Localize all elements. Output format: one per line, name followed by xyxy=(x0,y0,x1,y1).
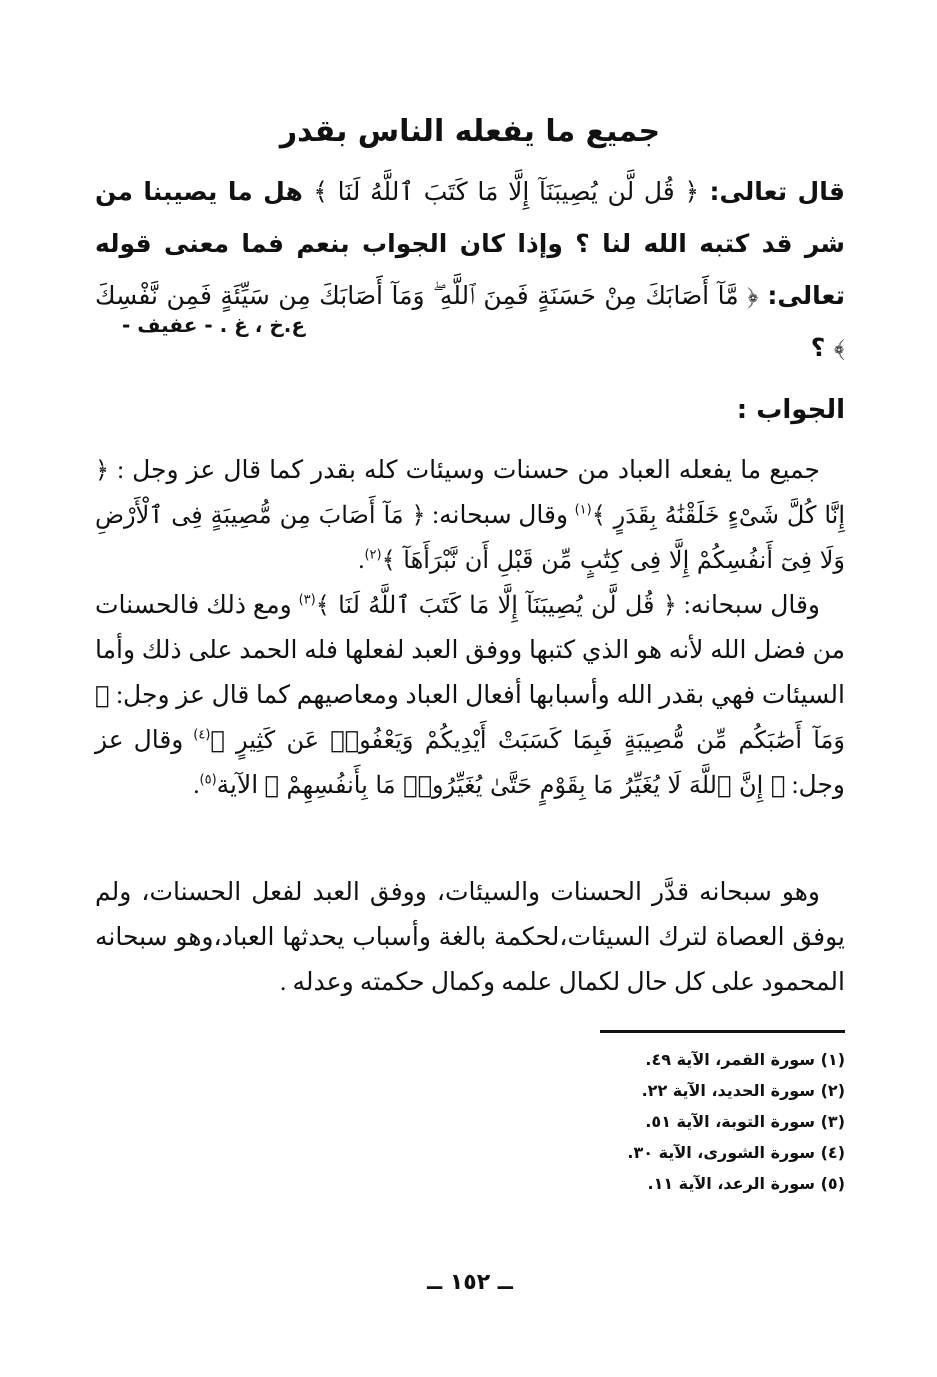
questioner-signature: ع.خ ، غ . - عفيف - xyxy=(122,313,305,337)
quran-verse: ﴿ وَمَآ أَصَٰبَكُم مِّن مُّصِيبَةٍ فَبِمَا كَسَبَتْ أَيْدِيكُمْ وَيَعْفُوا۟ عَن كَثِيرٍ ﴾ xyxy=(95,681,846,754)
footnote-ref-2[interactable]: (٢) xyxy=(364,547,382,563)
page-number: ــ ١٥٢ ــ xyxy=(427,1270,513,1295)
answer-text: الآية xyxy=(216,772,259,799)
footnote-ref-5[interactable]: (٥) xyxy=(199,772,217,788)
footnote-item: (١) سورة القمر، الآية ٤٩. xyxy=(645,1050,845,1069)
answer-paragraph-1 xyxy=(95,448,845,583)
answer-body xyxy=(95,448,845,808)
quran-verse: ﴿ إِنَّ ٱللَّهَ لَا يُغَيِّرُ مَا بِقَوْمٍ حَتَّىٰ يُغَيِّرُوا۟ مَا بِأَنفُسِهِمْ ﴾ xyxy=(264,771,786,799)
closing-paragraph: وهو سبحانه قدَّر الحسنات والسيئات، ووفق العبد لفعل الحسنات، ولم يوفق العصاة لترك السيئات،لحكمة بالغة وأسباب يحدثها العباد،وهو سبحانه المحمود على كل حال لكمال علمه وكمال حكمته وعدله . xyxy=(95,879,845,996)
footnote-ref-4[interactable]: (٤) xyxy=(193,727,211,743)
footnote-divider xyxy=(600,1030,845,1033)
footnote-ref-1[interactable]: (١) xyxy=(574,502,592,518)
footnote-item: (٥) سورة الرعد، الآية ١١. xyxy=(647,1174,845,1193)
quran-verse: ﴿ قُل لَّن يُصِيبَنَآ إِلَّا مَا كَتَبَ ٱللَّهُ لَنَا ﴾ xyxy=(313,177,700,206)
quran-verse: ﴿ مَآ أَصَابَ مِن مُّصِيبَةٍ فِى ٱلْأَرْضِ وَلَا فِىٓ أَنفُسِكُمْ إِلَّا فِى كِتَٰبٍ مِّن قَبْلِ أَن نَّبْرَأَهَآ ﴾ xyxy=(95,501,845,574)
footnotes-list xyxy=(445,1044,845,1199)
question-paragraph xyxy=(95,166,845,374)
footnote-ref-3[interactable]: (٣) xyxy=(298,592,316,608)
question-intro: قال تعالى: xyxy=(709,177,845,206)
question-end: ؟ xyxy=(810,333,826,362)
answer-text: وقال سبحانه: xyxy=(683,592,820,619)
answer-heading: الجواب : xyxy=(736,395,845,425)
answer-text: ومع ذلك فالحسنات من فضل الله لأنه هو الذي كتبها ووفق العبد لفعلها فله الحمد على ذلك وأما السيئات فهي بقدر الله وأسبابها أفعال العباد ومعاصيهم كما قال عز وجل: xyxy=(95,592,845,709)
answer-paragraph-2 xyxy=(95,583,845,808)
page-title: جميع ما يفعله الناس بقدر xyxy=(279,114,661,149)
footnote-item: (٢) سورة الحديد، الآية ٢٢. xyxy=(641,1081,845,1100)
quran-verse: ﴿ إِنَّا كُلَّ شَىْءٍ خَلَقْنَٰهُ بِقَدَرٍ ﴾ xyxy=(95,456,846,529)
question-text: هل ما يصيبنا من شر قد كتبه الله لنا ؟ وإذا كان الجواب بنعم فما معنى قوله تعالى: xyxy=(95,177,845,310)
answer-text: وقال سبحانه: xyxy=(432,502,569,529)
sentence-stop: . xyxy=(193,772,200,799)
answer-text: وقال عز وجل: xyxy=(95,727,845,799)
footnote-item: (٤) سورة الشورى، الآية ٣٠. xyxy=(627,1143,845,1162)
quran-verse: ﴿ قُل لَّن يُصِيبَنَآ إِلَّا مَا كَتَبَ ٱللَّهُ لَنَا ﴾ xyxy=(315,591,677,619)
footnote-item: (٣) سورة التوبة، الآية ٥١. xyxy=(645,1112,845,1131)
sentence-stop: . xyxy=(358,547,365,574)
quran-verse: ﴿ مَّآ أَصَابَكَ مِنْ حَسَنَةٍ فَمِنَ ٱللَّهِ ۖ وَمَآ أَصَابَكَ مِن سَيِّئَةٍ فَمِن نَّفْسِكَ ﴾ xyxy=(95,281,845,362)
answer-text: جميع ما يفعله العباد من حسنات وسيئات كله بقدر كما قال عز وجل : xyxy=(117,457,820,484)
